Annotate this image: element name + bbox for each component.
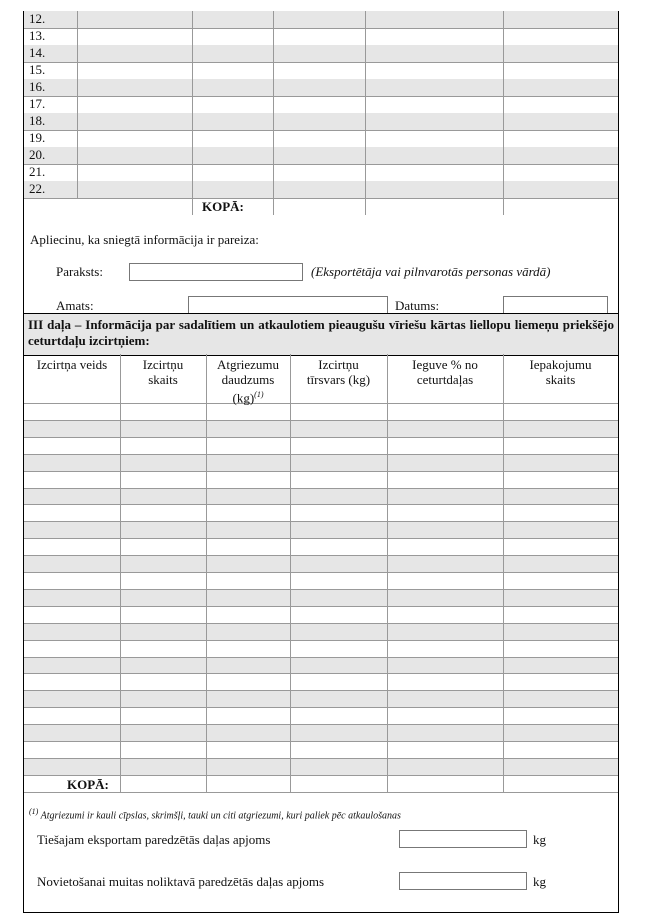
row-divider [24, 606, 618, 607]
row-divider [24, 775, 618, 776]
row-number: 18. [29, 113, 46, 128]
row-number: 14. [29, 45, 46, 60]
row-divider [24, 724, 618, 725]
footnote [29, 807, 401, 821]
col-header-line: daudzums [221, 372, 275, 387]
col-header-line: Izcirtņu [318, 357, 359, 372]
column-divider [503, 354, 504, 792]
signature-field[interactable] [129, 263, 303, 281]
table-row [24, 11, 618, 28]
row-divider [24, 690, 618, 691]
table-row [24, 420, 618, 437]
row-divider [24, 572, 618, 573]
section3-title: III daļa – Informācija par sadalītiem un atkaulotiem pieaugušu vīriešu kārtas liellopu liemeņu priekšējo ceturtdaļu izcirtņiem: [28, 317, 614, 348]
col-header-line: tīrsvars (kg) [306, 372, 371, 387]
warehouse-unit: kg [533, 874, 546, 889]
col-header-line: Izcirtņa veids [36, 357, 108, 372]
table-row [24, 724, 618, 741]
row-divider [24, 471, 618, 472]
col-header-cut-count [120, 357, 206, 387]
table-row [24, 623, 618, 640]
table-row [24, 521, 618, 538]
row-divider [24, 657, 618, 658]
col-header-yield [387, 357, 503, 387]
row-divider [24, 504, 618, 505]
col-header-line: ceturtdaļas [416, 372, 474, 387]
signature-note: (Eksportētāja vai pilnvarotās personas vārdā) [311, 264, 551, 279]
table-row [24, 538, 618, 555]
table-row [24, 741, 618, 758]
table-row [24, 673, 618, 690]
position-field[interactable] [188, 296, 388, 314]
table-row [24, 775, 618, 792]
row-number: 22. [29, 181, 46, 196]
column-divider [365, 11, 366, 215]
table-row [24, 555, 618, 572]
table-row [24, 504, 618, 521]
row-divider [24, 673, 618, 674]
column-divider [273, 11, 274, 215]
row-divider [24, 454, 618, 455]
table-row [24, 606, 618, 623]
section3-header [24, 313, 618, 356]
top-total-label: KOPĀ: [202, 199, 244, 214]
col-header-line: Izcirtņu [142, 357, 184, 372]
table-row [24, 130, 618, 147]
row-number: 17. [29, 96, 46, 111]
table-row [24, 488, 618, 505]
col-header-line: Atgriezumu [216, 357, 280, 372]
row-divider [24, 437, 618, 438]
export-quantity-label: Tiešajam eksportam paredzētās daļas apjoms [37, 832, 271, 847]
col-header-line: (kg) [232, 390, 255, 406]
row-divider [24, 623, 618, 624]
date-field[interactable] [503, 296, 608, 314]
row-number: 20. [29, 147, 46, 162]
table-row [24, 640, 618, 657]
col-header-trim-amount [206, 357, 290, 405]
table-row [24, 113, 618, 130]
row-number: 13. [29, 28, 46, 43]
col-header-line: Iepakojumu [529, 357, 592, 372]
warehouse-quantity-label: Novietošanai muitas noliktavā paredzētās daļas apjoms [37, 874, 324, 889]
table-row [24, 589, 618, 606]
row-divider [24, 488, 618, 489]
table-row [24, 45, 618, 62]
section3-total-label: KOPĀ: [67, 777, 109, 792]
footnote-text: Atgriezumi ir kauli cīpslas, skrimšļi, tauki un citi atgriezumi, kuri paliek pēc atkaulošanas [40, 810, 401, 822]
column-divider [206, 354, 207, 792]
column-divider [290, 354, 291, 792]
column-divider [503, 11, 504, 215]
row-divider [24, 758, 618, 759]
col-header-net-weight [290, 357, 387, 387]
row-divider [24, 521, 618, 522]
table-row [24, 707, 618, 724]
column-divider [192, 11, 193, 215]
table-row [24, 454, 618, 471]
footnote-mark: (1) [29, 807, 39, 816]
row-number: 12. [29, 11, 46, 26]
row-divider [24, 198, 618, 199]
table-row [24, 437, 618, 454]
table-row [24, 96, 618, 113]
row-divider [24, 555, 618, 556]
row-divider [24, 403, 618, 404]
col-header-package-count [503, 357, 618, 387]
table-row [24, 690, 618, 707]
export-unit: kg [533, 832, 546, 847]
table-row [24, 147, 618, 164]
row-number: 15. [29, 62, 46, 77]
table-row [24, 657, 618, 674]
position-label: Amats: [56, 298, 94, 313]
warehouse-quantity-field[interactable] [399, 872, 527, 890]
date-label: Datums: [395, 298, 440, 313]
row-divider [24, 589, 618, 590]
col-header-line: skaits [545, 372, 576, 387]
row-divider [24, 538, 618, 539]
row-divider [24, 640, 618, 641]
table-row [24, 62, 618, 79]
col-header-line: Ieguve % no [412, 357, 478, 372]
table-row [24, 164, 618, 181]
table-row [24, 79, 618, 96]
table-row [24, 572, 618, 589]
table-row [24, 28, 618, 45]
table-row [24, 403, 618, 420]
col-header-cut-type [24, 357, 120, 372]
row-divider [24, 707, 618, 708]
table-row [24, 471, 618, 488]
row-divider [24, 420, 618, 421]
column-divider [77, 11, 78, 198]
declaration-intro: Apliecinu, ka sniegtā informācija ir pareiza: [30, 232, 259, 247]
form-page [23, 11, 619, 913]
row-divider [24, 741, 618, 742]
column-divider [120, 354, 121, 792]
table-row [24, 758, 618, 775]
signature-label: Paraksts: [56, 264, 103, 279]
column-divider [387, 354, 388, 792]
row-number: 21. [29, 164, 46, 179]
row-divider [24, 792, 618, 793]
col-header-line: skaits [148, 372, 178, 387]
footnote-ref: (1) [254, 390, 264, 399]
row-number: 16. [29, 79, 46, 94]
row-number: 19. [29, 130, 46, 145]
table-row [24, 181, 618, 198]
export-quantity-field[interactable] [399, 830, 527, 848]
